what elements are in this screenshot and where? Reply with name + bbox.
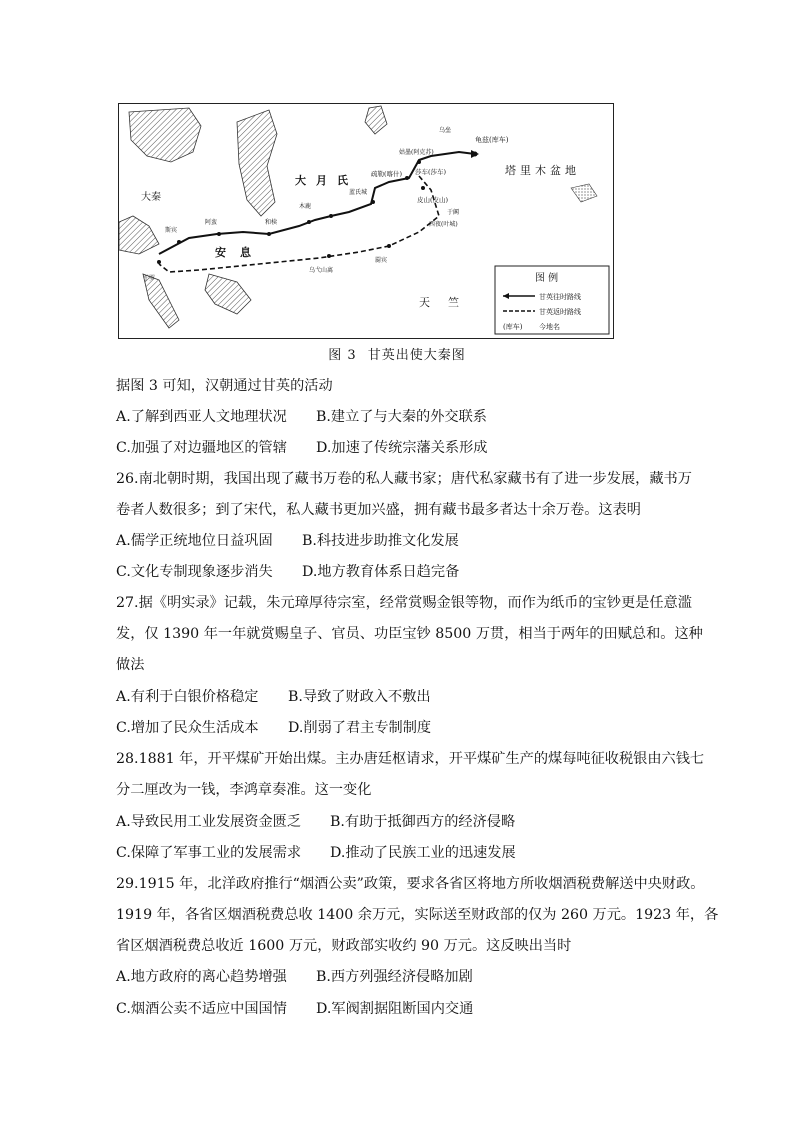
lop-nur xyxy=(571,184,597,202)
label-tianzhu: 天竺 xyxy=(419,296,477,309)
label-tarim: 塔里木盆地 xyxy=(505,164,580,177)
caption-title: 甘英出使大秦图 xyxy=(367,348,466,363)
q28-option-d[interactable]: D.推动了民族工业的迅速发展 xyxy=(330,845,516,861)
q25-option-a[interactable]: A.了解到西亚人文地理状况 xyxy=(116,409,287,425)
q29-option-a[interactable]: A.地方政府的离心趋势增强 xyxy=(116,969,287,985)
persian-gulf xyxy=(205,274,251,314)
q25-option-d[interactable]: D.加速了传统宗藩关系形成 xyxy=(316,440,488,456)
label-aman: 阿蛮 xyxy=(205,219,218,226)
q29-line-3: 省区烟酒税费总收近 1600 万元，财政部实收约 90 万元。这反映出当时 xyxy=(116,938,572,954)
label-shule: 疏勒(喀什) xyxy=(371,170,403,178)
label-yulou: 于罗 xyxy=(143,275,156,282)
q27-line-3: 做法 xyxy=(116,657,145,673)
q26-line-2: 卷者人数很多；到了宋代，私人藏书更加兴盛，拥有藏书最多者达十余万卷。这表明 xyxy=(116,502,641,518)
mediterranean-sea xyxy=(119,216,159,254)
q27-line-1: 27.据《明实录》记载，朱元璋厚待宗室，经常赏赐金银等物，而作为纸币的宝钞更是任意滥 xyxy=(116,595,692,611)
q26-option-c[interactable]: C.文化专制现象逐步消失 xyxy=(116,564,273,580)
q27-option-a[interactable]: A.有利于白银价格稳定 xyxy=(116,689,259,705)
q28-option-a[interactable]: A.导致民用工业发展资金匮乏 xyxy=(116,814,302,830)
label-sibin: 斯宾 xyxy=(165,227,178,234)
q25-stem: 据图 3 可知，汉朝通过甘英的活动 xyxy=(116,378,333,394)
q29-line-2: 1919 年，各省区烟酒税费总收 1400 余万元，实际送至财政部的仅为 260 万元。1923 年，各 xyxy=(116,907,719,923)
label-mulu: 木鹿 xyxy=(299,203,312,210)
legend-modern-sample: (库车) xyxy=(503,323,523,331)
label-yutian: 于阗 xyxy=(447,209,460,216)
q27-option-c[interactable]: C.增加了民众生活成本 xyxy=(116,720,259,736)
label-qiuci: 龟兹(库车) xyxy=(475,136,509,144)
figure-caption xyxy=(0,344,794,363)
red-sea xyxy=(143,274,179,328)
q27-line-2: 发，仅 1390 年一年就赏赐皇子、官员、功臣宝钞 8500 万贯，相当于两年的田赋总和。这种 xyxy=(116,626,703,642)
aral-sea xyxy=(365,106,387,134)
q28-line-2: 分二厘改为一钱，李鸿章奏准。这一变化 xyxy=(116,782,372,798)
q27-option-b[interactable]: B.导致了财政入不敷出 xyxy=(288,689,431,705)
q26-line-1: 26.南北朝时期，我国出现了藏书万卷的私人藏书家；唐代私家藏书有了进一步发展，藏书万 xyxy=(116,471,692,487)
legend-return-label: 甘英返时路线 xyxy=(539,308,581,316)
q28-option-b[interactable]: B.有助于抵御西方的经济侵略 xyxy=(330,814,516,830)
q28-line-1: 28.1881 年，开平煤矿开始出煤。主办唐廷枢请求，开平煤矿生产的煤每吨征收税银由六钱七 xyxy=(116,751,705,767)
q29-option-c[interactable]: C.烟酒公卖不适应中国国情 xyxy=(116,1001,287,1017)
q29-option-b[interactable]: B.西方列强经济侵略加剧 xyxy=(316,969,473,985)
label-anxi: 安息 xyxy=(215,246,265,259)
label-landshi: 蓝氏城 xyxy=(349,189,368,196)
label-wuyishanli: 乌弋山离 xyxy=(309,267,334,274)
q29-option-d[interactable]: D.军阀割据阻断国内交通 xyxy=(316,1001,474,1017)
label-gumo: 姑墨(阿克苏) xyxy=(399,149,434,156)
return-route xyxy=(159,176,439,272)
q26-option-d[interactable]: D.地方教育体系日趋完备 xyxy=(302,564,460,580)
label-pishan: 皮山(皮山) xyxy=(417,196,449,204)
map-svg xyxy=(119,104,613,338)
legend-forward-label: 甘英往时路线 xyxy=(539,293,581,301)
caspian-sea xyxy=(237,110,277,216)
q29-line-1: 29.1915 年，北洋政府推行“烟酒公卖”政策，要求各省区将地方所收烟酒税费解送中央财政。 xyxy=(116,876,705,892)
label-hedu: 和椟 xyxy=(265,219,278,226)
q27-option-d[interactable]: D.削弱了君主专制制度 xyxy=(288,720,432,736)
q26-option-a[interactable]: A.儒学正统地位日益巩固 xyxy=(116,533,273,549)
caption-number: 图 3 xyxy=(328,348,357,363)
map-figure xyxy=(118,103,614,339)
label-dayuezhi: 大月氏 xyxy=(295,174,358,187)
legend-modern-label: 今地名 xyxy=(539,323,560,331)
black-sea xyxy=(129,108,201,162)
legend-title: 图 例 xyxy=(535,273,559,284)
label-xiye: 西夜(叶城) xyxy=(429,221,458,228)
q25-option-b[interactable]: B.建立了与大秦的外交联系 xyxy=(316,409,487,425)
q25-option-c[interactable]: C.加强了对边疆地区的管辖 xyxy=(116,440,287,456)
label-daqin: 大秦 xyxy=(141,192,161,203)
label-shache: 莎车(莎车) xyxy=(415,168,447,176)
q28-option-c[interactable]: C.保障了军事工业的发展需求 xyxy=(116,845,302,861)
label-wulei: 乌垒 xyxy=(439,127,452,134)
label-jibin: 罽宾 xyxy=(375,257,388,264)
legend xyxy=(495,266,609,334)
q26-option-b[interactable]: B.科技进步助推文化发展 xyxy=(302,533,459,549)
